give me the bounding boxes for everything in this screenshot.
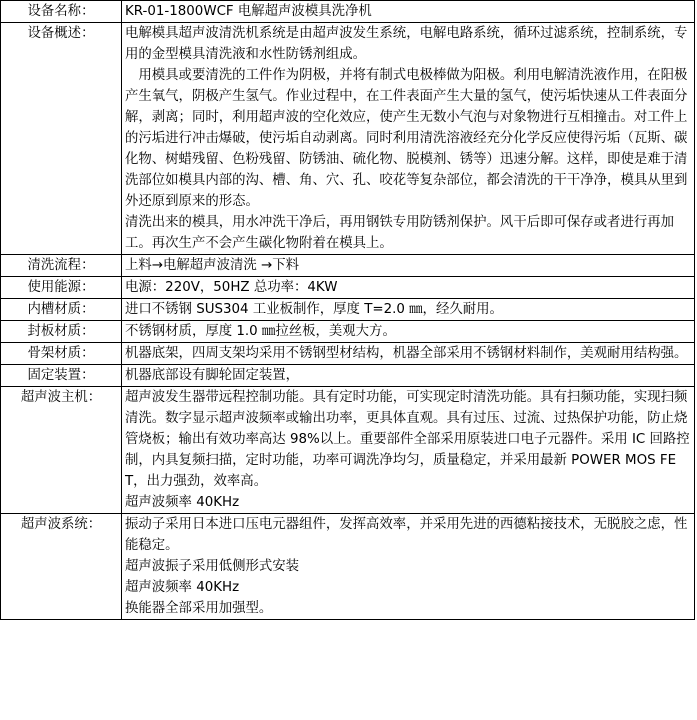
spec-paragraph: 上料→电解超声波清洗 →下料 — [125, 258, 299, 273]
spec-label: 设备名称： — [1, 1, 122, 23]
spec-label: 内槽材质： — [1, 299, 122, 321]
spec-row-ultrasonic-host — [1, 387, 695, 514]
spec-paragraph: 超声波振子采用低侧形式安装 — [125, 559, 300, 574]
spec-label: 固定装置： — [1, 365, 122, 387]
spec-label: 封板材质： — [1, 321, 122, 343]
spec-value — [122, 1, 695, 23]
spec-paragraph: 用模具或要清洗的工件作为阴极，并将有制式电极棒做为阳极。利用电解清洗液作用，在阳极产生氧气，阴极产生氢气。作业过程中，在工件表面产生大量的氢气，使污垢快速从工件表面分解，剥离；同时，利用超声波的空化效应，使产生无数小气泡与对象物进行互相撞击。对工件上的污垢进行冲击爆破，使污垢自动剥离。同时利用清洗溶液经充分化学反应使得污垢（瓦斯、碳化物、树蜡残留、色粉残留、防锈油、硫化物、脱模剂、锈等）迅速分解。这样，即使是难于清洗部位如模具内部的沟、槽、角、穴、孔、咬花等复杂部位，都会清洗的干干净净，模具从里到外还原到原来的形态。 — [125, 68, 688, 209]
spec-paragraph: 超声波频率 40KHz — [125, 495, 240, 510]
spec-row-fixture — [1, 365, 695, 387]
spec-label: 使用能源： — [1, 277, 122, 299]
spec-paragraph: 机器底架，四周支架均采用不锈钢型材结构，机器全部采用不锈钢材料制作，美观耐用结构强。 — [125, 346, 688, 361]
spec-value — [122, 387, 695, 514]
spec-row-process — [1, 255, 695, 277]
spec-paragraph: KR-01-1800WCF 电解超声波模具洗净机 — [125, 4, 372, 19]
spec-paragraph: 机器底部设有脚轮固定装置， — [125, 368, 300, 383]
spec-row-power — [1, 277, 695, 299]
spec-value — [122, 23, 695, 255]
spec-label: 骨架材质： — [1, 343, 122, 365]
spec-row-inner-tank — [1, 299, 695, 321]
spec-value — [122, 255, 695, 277]
spec-paragraph: 换能器全部采用加强型。 — [125, 601, 273, 616]
spec-value — [122, 365, 695, 387]
spec-paragraph: 进口不锈钢 SUS304 工业板制作，厚度 T=2.0 ㎜，经久耐用。 — [125, 302, 503, 317]
spec-label: 超声波主机： — [1, 387, 122, 514]
spec-paragraph: 振动子采用日本进口压电元器组件，发挥高效率，并采用先进的西德粘接技术，无脱胶之虑，性能稳定。 — [125, 517, 688, 553]
spec-value — [122, 321, 695, 343]
spec-row-name — [1, 1, 695, 23]
spec-row-ultrasonic-system — [1, 514, 695, 620]
spec-value — [122, 299, 695, 321]
spec-paragraph: 不锈钢材质，厚度 1.0 ㎜拉丝板，美观大方。 — [125, 324, 396, 339]
spec-value — [122, 277, 695, 299]
spec-value — [122, 343, 695, 365]
spec-label: 超声波系统： — [1, 514, 122, 620]
spec-paragraph: 电解模具超声波清洗机系统是由超声波发生系统，电解电路系统，循环过滤系统，控制系统，专用的金型模具清洗液和水性防锈剂组成。 — [125, 26, 688, 62]
spec-paragraph: 超声波频率 40KHz — [125, 580, 240, 595]
spec-paragraph: 超声波发生器带远程控制功能。具有定时功能，可实现定时清洗功能。具有扫频功能，实现扫频清洗。数字显示超声波频率或输出功率，更具体直观。具有过压、过流、过热保护功能，防止烧管烧板；输出有效功率高达 98%以上。重要部件全部采用原装进口电子元器件。采用 IC 回路控制，内具复频扫描，定时功能，功率可调洗净均匀，质量稳定，并采用最新 POWER MOS FET，出力强劲，效率高。 — [125, 390, 690, 489]
spec-row-overview — [1, 23, 695, 255]
spec-label: 清洗流程： — [1, 255, 122, 277]
spec-paragraph: 电源：220V，50HZ 总功率：4KW — [125, 280, 338, 295]
spec-paragraph: 清洗出来的模具，用水冲洗干净后，再用钢铁专用防锈剂保护。风干后即可保存或者进行再加工。再次生产不会产生碳化物附着在模具上。 — [125, 215, 675, 251]
spec-row-cover-plate — [1, 321, 695, 343]
spec-row-frame — [1, 343, 695, 365]
spec-value — [122, 514, 695, 620]
spec-label: 设备概述： — [1, 23, 122, 255]
